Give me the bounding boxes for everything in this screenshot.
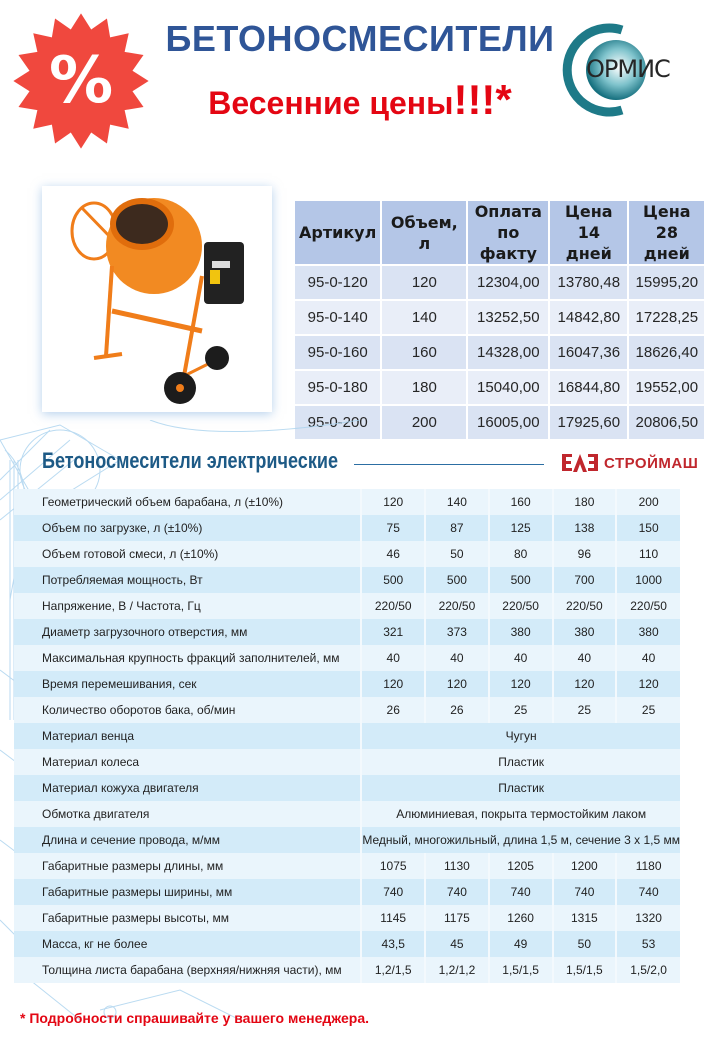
price-row bbox=[295, 371, 704, 404]
spec-label: Обмотка двигателя bbox=[14, 801, 361, 827]
spec-merged-value: Пластик bbox=[361, 775, 680, 801]
specs-heading: Бетоносмесители электрические bbox=[42, 448, 338, 473]
spec-label: Потребляемая мощность, Вт bbox=[14, 567, 361, 593]
stroymash-emblem-icon bbox=[560, 452, 600, 474]
spec-value: 140 bbox=[425, 489, 489, 515]
footnote: * Подробности спрашивайте у вашего менеджера. bbox=[20, 1010, 370, 1026]
spec-label: Материал кожуха двигателя bbox=[14, 775, 361, 801]
spec-value: 740 bbox=[361, 879, 425, 905]
spec-label: Длина и сечение провода, м/мм bbox=[14, 827, 361, 853]
promo-subtitle bbox=[160, 76, 560, 124]
spec-value: 25 bbox=[616, 697, 680, 723]
spec-row bbox=[14, 593, 680, 619]
spec-value: 40 bbox=[553, 645, 617, 671]
header-volume: Объем, л bbox=[382, 201, 466, 264]
spec-value: 220/50 bbox=[361, 593, 425, 619]
spec-label: Толщина листа барабана (верхняя/нижняя части), мм bbox=[14, 957, 361, 983]
price-row bbox=[295, 301, 704, 334]
spec-row bbox=[14, 697, 680, 723]
cell-price-28: 19552,00 bbox=[629, 371, 704, 404]
spec-value: 49 bbox=[489, 931, 553, 957]
promo-subtitle-text: Весенние цены bbox=[208, 85, 454, 121]
spec-value: 26 bbox=[425, 697, 489, 723]
spec-label: Габаритные размеры высоты, мм bbox=[14, 905, 361, 931]
cell-volume: 180 bbox=[382, 371, 466, 404]
cell-price-28: 17228,25 bbox=[629, 301, 704, 334]
price-row bbox=[295, 336, 704, 369]
cell-pay-on-fact: 16005,00 bbox=[468, 406, 548, 439]
spec-value: 740 bbox=[553, 879, 617, 905]
cell-pay-on-fact: 15040,00 bbox=[468, 371, 548, 404]
cell-volume: 200 bbox=[382, 406, 466, 439]
spec-value: 40 bbox=[425, 645, 489, 671]
specs-table bbox=[14, 489, 680, 983]
header-pay-on-fact: Оплата по факту bbox=[468, 201, 548, 264]
spec-label: Диаметр загрузочного отверстия, мм bbox=[14, 619, 361, 645]
spec-merged-value: Пластик bbox=[361, 749, 680, 775]
spec-value: 740 bbox=[489, 879, 553, 905]
spec-merged-value: Чугун bbox=[361, 723, 680, 749]
spec-value: 40 bbox=[489, 645, 553, 671]
spec-value: 1145 bbox=[361, 905, 425, 931]
spec-value: 1,2/1,2 bbox=[425, 957, 489, 983]
cell-price-14: 16047,36 bbox=[550, 336, 627, 369]
spec-value: 40 bbox=[361, 645, 425, 671]
price-row bbox=[295, 406, 704, 439]
spec-value: 1175 bbox=[425, 905, 489, 931]
spec-value: 120 bbox=[616, 671, 680, 697]
logo-text: ОРМИС bbox=[586, 55, 670, 83]
concrete-mixer-icon bbox=[42, 186, 272, 412]
spec-row bbox=[14, 853, 680, 879]
heading-divider bbox=[354, 464, 544, 465]
spec-value: 50 bbox=[425, 541, 489, 567]
spec-value: 1130 bbox=[425, 853, 489, 879]
spec-value: 1205 bbox=[489, 853, 553, 879]
spec-label: Напряжение, В / Частота, Гц bbox=[14, 593, 361, 619]
spec-merged-value: Медный, многожильный, длина 1,5 м, сечение 3 х 1,5 мм bbox=[361, 827, 680, 853]
spec-value: 220/50 bbox=[553, 593, 617, 619]
spec-value: 1180 bbox=[616, 853, 680, 879]
spec-label: Объем по загрузке, л (±10%) bbox=[14, 515, 361, 541]
spec-value: 380 bbox=[616, 619, 680, 645]
spec-label: Геометрический объем барабана, л (±10%) bbox=[14, 489, 361, 515]
header-price-28: Цена 28 дней bbox=[629, 201, 704, 264]
spec-label: Количество оборотов бака, об/мин bbox=[14, 697, 361, 723]
spec-value: 500 bbox=[361, 567, 425, 593]
product-image bbox=[42, 186, 272, 412]
spec-value: 43,5 bbox=[361, 931, 425, 957]
spec-label: Габаритные размеры длины, мм bbox=[14, 853, 361, 879]
spec-row bbox=[14, 801, 680, 827]
cell-price-28: 18626,40 bbox=[629, 336, 704, 369]
promo-subtitle-emphasis: !!!* bbox=[453, 76, 512, 123]
spec-value: 220/50 bbox=[489, 593, 553, 619]
spec-value: 500 bbox=[489, 567, 553, 593]
spec-row bbox=[14, 489, 680, 515]
spec-value: 25 bbox=[553, 697, 617, 723]
spec-row bbox=[14, 645, 680, 671]
spec-value: 1,5/2,0 bbox=[616, 957, 680, 983]
spec-label: Материал колеса bbox=[14, 749, 361, 775]
spec-value: 120 bbox=[553, 671, 617, 697]
cell-article: 95-0-140 bbox=[295, 301, 380, 334]
discount-badge bbox=[12, 12, 150, 150]
spec-value: 138 bbox=[553, 515, 617, 541]
cell-pay-on-fact: 12304,00 bbox=[468, 266, 548, 299]
spec-value: 150 bbox=[616, 515, 680, 541]
price-table-header-row bbox=[295, 201, 704, 264]
cell-article: 95-0-160 bbox=[295, 336, 380, 369]
spec-row bbox=[14, 931, 680, 957]
cell-article: 95-0-200 bbox=[295, 406, 380, 439]
spec-value: 1000 bbox=[616, 567, 680, 593]
spec-value: 120 bbox=[361, 671, 425, 697]
price-table bbox=[293, 199, 706, 441]
price-row bbox=[295, 266, 704, 299]
spec-row bbox=[14, 879, 680, 905]
header-article: Артикул bbox=[295, 201, 380, 264]
stroymash-brand-text: СТРОЙМАШ bbox=[604, 454, 699, 472]
spec-value: 740 bbox=[616, 879, 680, 905]
spec-value: 120 bbox=[489, 671, 553, 697]
spec-value: 1200 bbox=[553, 853, 617, 879]
cell-price-14: 14842,80 bbox=[550, 301, 627, 334]
spec-value: 180 bbox=[553, 489, 617, 515]
spec-row bbox=[14, 723, 680, 749]
spec-value: 40 bbox=[616, 645, 680, 671]
spec-row bbox=[14, 957, 680, 983]
page-title: БЕТОНОСМЕСИТЕЛИ bbox=[165, 18, 555, 59]
spec-value: 1260 bbox=[489, 905, 553, 931]
spec-value: 500 bbox=[425, 567, 489, 593]
stroymash-logo bbox=[560, 452, 698, 474]
spec-label: Материал венца bbox=[14, 723, 361, 749]
spec-value: 1320 bbox=[616, 905, 680, 931]
spec-value: 740 bbox=[425, 879, 489, 905]
cell-price-14: 17925,60 bbox=[550, 406, 627, 439]
spec-value: 87 bbox=[425, 515, 489, 541]
spec-value: 1075 bbox=[361, 853, 425, 879]
cell-article: 95-0-180 bbox=[295, 371, 380, 404]
spec-value: 373 bbox=[425, 619, 489, 645]
spec-value: 120 bbox=[425, 671, 489, 697]
spec-value: 45 bbox=[425, 931, 489, 957]
spec-value: 53 bbox=[616, 931, 680, 957]
spec-row bbox=[14, 775, 680, 801]
spec-value: 220/50 bbox=[616, 593, 680, 619]
spec-row bbox=[14, 671, 680, 697]
spec-value: 321 bbox=[361, 619, 425, 645]
ormis-logo bbox=[560, 20, 710, 120]
spec-value: 1,5/1,5 bbox=[489, 957, 553, 983]
spec-value: 80 bbox=[489, 541, 553, 567]
spec-value: 50 bbox=[553, 931, 617, 957]
spec-value: 1,5/1,5 bbox=[553, 957, 617, 983]
spec-label: Максимальная крупность фракций заполнителей, мм bbox=[14, 645, 361, 671]
spec-merged-value: Алюминиевая, покрыта термостойким лаком bbox=[361, 801, 680, 827]
cell-volume: 160 bbox=[382, 336, 466, 369]
cell-price-14: 13780,48 bbox=[550, 266, 627, 299]
cell-price-14: 16844,80 bbox=[550, 371, 627, 404]
spec-value: 25 bbox=[489, 697, 553, 723]
spec-row bbox=[14, 619, 680, 645]
spec-row bbox=[14, 905, 680, 931]
spec-label: Масса, кг не более bbox=[14, 931, 361, 957]
cell-price-28: 15995,20 bbox=[629, 266, 704, 299]
spec-row bbox=[14, 827, 680, 853]
spec-row bbox=[14, 515, 680, 541]
spec-label: Объем готовой смеси, л (±10%) bbox=[14, 541, 361, 567]
spec-value: 75 bbox=[361, 515, 425, 541]
header-price-14: Цена 14 дней bbox=[550, 201, 627, 264]
spec-value: 160 bbox=[489, 489, 553, 515]
spec-value: 380 bbox=[489, 619, 553, 645]
spec-value: 96 bbox=[553, 541, 617, 567]
cell-volume: 140 bbox=[382, 301, 466, 334]
cell-pay-on-fact: 13252,50 bbox=[468, 301, 548, 334]
spec-value: 46 bbox=[361, 541, 425, 567]
cell-price-28: 20806,50 bbox=[629, 406, 704, 439]
cell-volume: 120 bbox=[382, 266, 466, 299]
percent-icon: % bbox=[48, 44, 114, 118]
spec-value: 380 bbox=[553, 619, 617, 645]
spec-row bbox=[14, 541, 680, 567]
spec-row bbox=[14, 567, 680, 593]
spec-value: 700 bbox=[553, 567, 617, 593]
spec-value: 1315 bbox=[553, 905, 617, 931]
spec-label: Габаритные размеры ширины, мм bbox=[14, 879, 361, 905]
spec-value: 125 bbox=[489, 515, 553, 541]
spec-value: 200 bbox=[616, 489, 680, 515]
spec-label: Время перемешивания, сек bbox=[14, 671, 361, 697]
spec-value: 110 bbox=[616, 541, 680, 567]
spec-value: 26 bbox=[361, 697, 425, 723]
spec-value: 1,2/1,5 bbox=[361, 957, 425, 983]
spec-row bbox=[14, 749, 680, 775]
cell-article: 95-0-120 bbox=[295, 266, 380, 299]
spec-value: 220/50 bbox=[425, 593, 489, 619]
cell-pay-on-fact: 14328,00 bbox=[468, 336, 548, 369]
spec-value: 120 bbox=[361, 489, 425, 515]
